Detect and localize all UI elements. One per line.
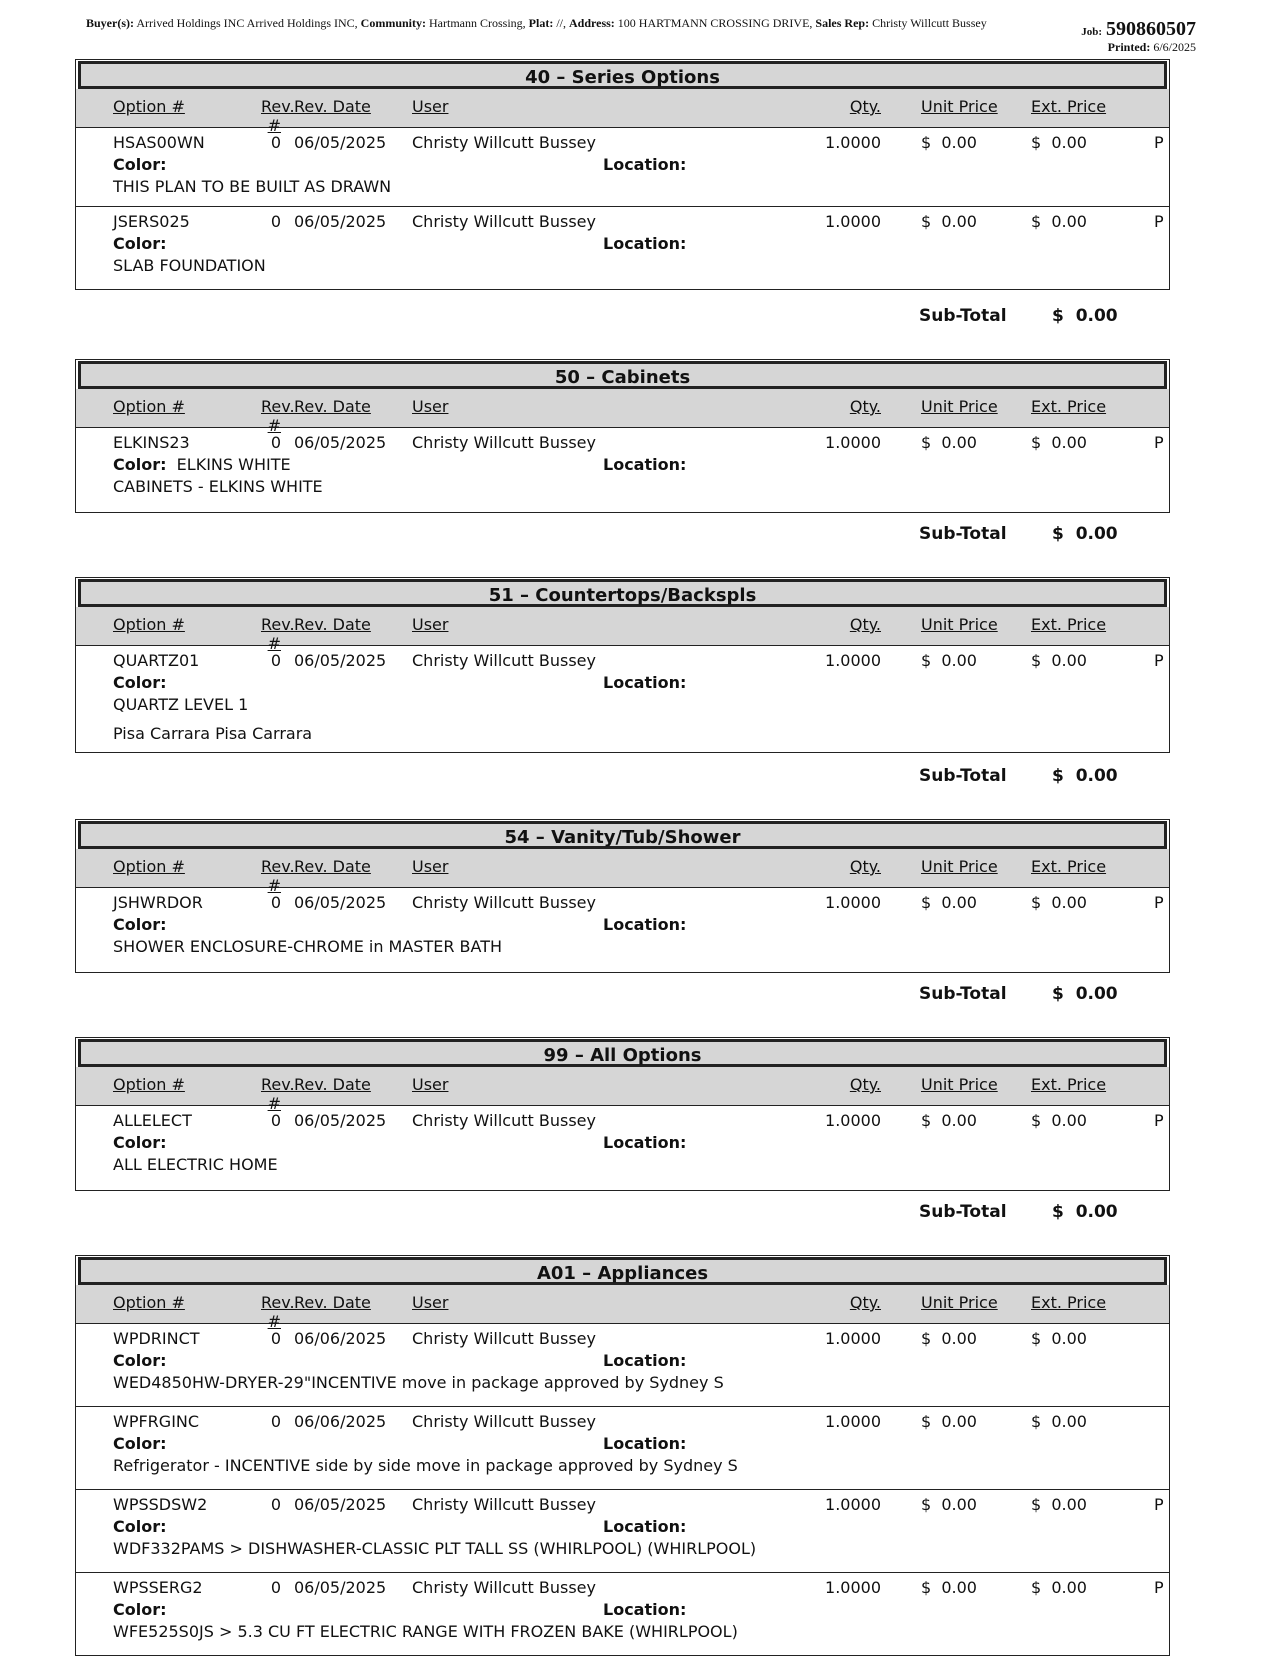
section-title: 51 – Countertops/Backspls: [78, 579, 1167, 607]
col-rev-header: Rev. #: [261, 857, 295, 895]
color-field: [113, 673, 167, 692]
currency-symbol: $: [1031, 1578, 1042, 1597]
color-label: Color:: [113, 1434, 167, 1453]
option-row: [76, 428, 1169, 512]
rev-number: 0: [270, 1412, 281, 1431]
subtotal-row: [75, 1198, 1170, 1228]
color-label: Color:: [113, 673, 167, 692]
currency-symbol: $: [1031, 1111, 1042, 1130]
ext-price-value: 0.00: [1051, 212, 1087, 231]
location-label: Location:: [603, 155, 687, 174]
section-table: [75, 577, 1170, 753]
subtotal-value: [1052, 1202, 1118, 1222]
job-number: 590860507: [1106, 18, 1196, 40]
unit-price: [921, 212, 977, 231]
ext-price: [1031, 1111, 1087, 1130]
option-number: WPDRINCT: [113, 1329, 200, 1348]
rev-date: 06/05/2025: [294, 1578, 387, 1597]
rev-date: 06/05/2025: [294, 1495, 387, 1514]
location-label: Location:: [603, 1600, 687, 1619]
community-value: Hartmann Crossing,: [429, 16, 526, 30]
unit-price-value: 0.00: [941, 1329, 977, 1348]
col-user-header: User: [412, 1075, 449, 1094]
quantity: 1.0000: [825, 893, 881, 912]
ext-price: [1031, 1495, 1087, 1514]
column-header-row: [76, 1067, 1169, 1113]
location-label: Location:: [603, 673, 687, 692]
rev-number: 0: [270, 1578, 281, 1597]
col-ext-price-header: Ext. Price: [1031, 397, 1107, 416]
location-label: Location:: [603, 1434, 687, 1453]
subtotal-row: [75, 980, 1170, 1010]
option-section: [75, 819, 1170, 973]
address-value: 100 HARTMANN CROSSING DRIVE,: [617, 16, 813, 30]
col-qty-header: Qty.: [849, 1293, 881, 1312]
option-description: WFE525S0JS > 5.3 CU FT ELECTRIC RANGE WITH FROZEN BAKE (WHIRLPOOL): [113, 1622, 738, 1641]
ext-price: [1031, 893, 1087, 912]
status-flag: P: [1154, 1578, 1164, 1597]
col-user-header: User: [412, 857, 449, 876]
subtotal-value: [1052, 524, 1118, 544]
header-info: [86, 16, 1016, 30]
buyer-label: Buyer(s):: [86, 16, 134, 30]
col-option-header: Option #: [113, 615, 185, 634]
color-field: [113, 1517, 167, 1536]
location-label: Location:: [603, 1517, 687, 1536]
unit-price: [921, 1329, 977, 1348]
location-label: Location:: [603, 234, 687, 253]
section-table: [75, 1255, 1170, 1656]
quantity: 1.0000: [825, 1578, 881, 1597]
rev-date: 06/06/2025: [294, 1329, 387, 1348]
quantity: 1.0000: [825, 1329, 881, 1348]
community-label: Community:: [360, 16, 427, 30]
option-row: [76, 1106, 1169, 1190]
unit-price-value: 0.00: [941, 1495, 977, 1514]
column-header-row: [76, 607, 1169, 653]
job-label: Job:: [1081, 26, 1102, 38]
option-row: [76, 206, 1169, 289]
user-name: Christy Willcutt Bussey: [412, 893, 596, 912]
unit-price-value: 0.00: [941, 1412, 977, 1431]
option-number: ELKINS23: [113, 433, 190, 452]
option-description: WED4850HW-DRYER-29"INCENTIVE move in package approved by Sydney S: [113, 1373, 724, 1392]
plat-label: Plat:: [528, 16, 554, 30]
location-label: Location:: [603, 915, 687, 934]
col-unit-price-header: Unit Price: [921, 857, 998, 876]
subtotal-value: [1052, 766, 1118, 786]
rev-date: 06/05/2025: [294, 433, 387, 452]
color-field: [113, 1600, 167, 1619]
col-rev-header: Rev. #: [261, 1293, 295, 1331]
option-row: [76, 1406, 1169, 1489]
col-rev-header: Rev. #: [261, 1075, 295, 1113]
currency-symbol: $: [1031, 651, 1042, 670]
currency-symbol: $: [921, 1578, 932, 1597]
location-label: Location:: [603, 1133, 687, 1152]
status-flag: P: [1154, 651, 1164, 670]
currency-symbol: $: [1031, 433, 1042, 452]
currency-symbol: $: [921, 651, 932, 670]
unit-price: [921, 133, 977, 152]
unit-price-value: 0.00: [941, 1578, 977, 1597]
currency-symbol: $: [1052, 984, 1064, 1004]
col-ext-price-header: Ext. Price: [1031, 97, 1107, 116]
section-title: A01 – Appliances: [78, 1257, 1167, 1285]
option-row: [76, 888, 1169, 972]
column-header-row: [76, 389, 1169, 435]
currency-symbol: $: [921, 212, 932, 231]
currency-symbol: $: [921, 893, 932, 912]
status-flag: P: [1154, 433, 1164, 452]
ext-price: [1031, 1578, 1087, 1597]
color-field: [113, 1351, 167, 1370]
col-option-header: Option #: [113, 397, 185, 416]
user-name: Christy Willcutt Bussey: [412, 1111, 596, 1130]
section-title: 40 – Series Options: [78, 61, 1167, 89]
option-section: [75, 577, 1170, 753]
subtotal-label: Sub-Total: [919, 524, 1007, 544]
col-rev-header: Rev. #: [261, 615, 295, 653]
column-header-row: [76, 89, 1169, 135]
ext-price: [1031, 133, 1087, 152]
ext-price-value: 0.00: [1051, 1329, 1087, 1348]
option-section: [75, 59, 1170, 290]
color-label: Color:: [113, 1351, 167, 1370]
ext-price: [1031, 1329, 1087, 1348]
option-number: JSERS025: [113, 212, 190, 231]
option-number: JSHWRDOR: [113, 893, 203, 912]
section-table: [75, 359, 1170, 513]
subtotal-amount: 0.00: [1075, 1202, 1118, 1222]
rev-number: 0: [270, 651, 281, 670]
color-field: [113, 455, 291, 474]
color-label: Color:: [113, 1600, 167, 1619]
quantity: 1.0000: [825, 1495, 881, 1514]
option-number: WPSSDSW2: [113, 1495, 208, 1514]
rev-date: 06/05/2025: [294, 133, 387, 152]
col-qty-header: Qty.: [849, 97, 881, 116]
unit-price-value: 0.00: [941, 133, 977, 152]
currency-symbol: $: [1052, 1202, 1064, 1222]
unit-price: [921, 1495, 977, 1514]
rev-number: 0: [270, 1329, 281, 1348]
col-option-header: Option #: [113, 1075, 185, 1094]
option-description: Refrigerator - INCENTIVE side by side move in package approved by Sydney S: [113, 1456, 738, 1475]
section-table: [75, 1037, 1170, 1191]
printed-label: Printed:: [1107, 40, 1151, 54]
column-header-row: [76, 849, 1169, 895]
subtotal-row: [75, 302, 1170, 332]
currency-symbol: $: [1052, 306, 1064, 326]
col-ext-price-header: Ext. Price: [1031, 1075, 1107, 1094]
col-unit-price-header: Unit Price: [921, 97, 998, 116]
currency-symbol: $: [921, 1329, 932, 1348]
currency-symbol: $: [921, 133, 932, 152]
option-description: ALL ELECTRIC HOME: [113, 1155, 278, 1174]
col-qty-header: Qty.: [849, 857, 881, 876]
subtotal-label: Sub-Total: [919, 306, 1007, 326]
section-items: [76, 428, 1169, 512]
currency-symbol: $: [921, 1412, 932, 1431]
rev-date: 06/06/2025: [294, 1412, 387, 1431]
col-rev-header: Rev. #: [261, 397, 295, 435]
col-user-header: User: [412, 97, 449, 116]
ext-price: [1031, 651, 1087, 670]
user-name: Christy Willcutt Bussey: [412, 1578, 596, 1597]
col-option-header: Option #: [113, 857, 185, 876]
quantity: 1.0000: [825, 651, 881, 670]
option-description: WDF332PAMS > DISHWASHER-CLASSIC PLT TALL SS (WHIRLPOOL) (WHIRLPOOL): [113, 1539, 757, 1558]
user-name: Christy Willcutt Bussey: [412, 1412, 596, 1431]
col-rev-date-header: Rev. Date: [294, 1293, 371, 1312]
quantity: 1.0000: [825, 1111, 881, 1130]
unit-price: [921, 893, 977, 912]
option-row: [76, 1489, 1169, 1572]
subtotal-amount: 0.00: [1075, 984, 1118, 1004]
col-user-header: User: [412, 615, 449, 634]
ext-price-value: 0.00: [1051, 1111, 1087, 1130]
currency-symbol: $: [1052, 524, 1064, 544]
currency-symbol: $: [1031, 1495, 1042, 1514]
rev-number: 0: [270, 133, 281, 152]
color-label: Color:: [113, 234, 167, 253]
color-field: [113, 234, 167, 253]
unit-price-value: 0.00: [941, 893, 977, 912]
currency-symbol: $: [921, 433, 932, 452]
buyer-value: Arrived Holdings INC Arrived Holdings INC,: [136, 16, 358, 30]
option-number: HSAS00WN: [113, 133, 205, 152]
ext-price-value: 0.00: [1051, 1495, 1087, 1514]
section-table: [75, 59, 1170, 290]
unit-price: [921, 1412, 977, 1431]
option-description: SHOWER ENCLOSURE-CHROME in MASTER BATH: [113, 937, 503, 956]
location-label: Location:: [603, 1351, 687, 1370]
subtotal-row: [75, 520, 1170, 550]
col-unit-price-header: Unit Price: [921, 615, 998, 634]
section-items: [76, 128, 1169, 289]
ext-price-value: 0.00: [1051, 433, 1087, 452]
rev-number: 0: [270, 212, 281, 231]
ext-price-value: 0.00: [1051, 1578, 1087, 1597]
option-number: QUARTZ01: [113, 651, 200, 670]
currency-symbol: $: [1031, 1329, 1042, 1348]
ext-price-value: 0.00: [1051, 651, 1087, 670]
option-number: WPFRGINC: [113, 1412, 200, 1431]
option-number: WPSSERG2: [113, 1578, 203, 1597]
color-label: Color:: [113, 1517, 167, 1536]
plat-value: //,: [556, 16, 566, 30]
col-qty-header: Qty.: [849, 1075, 881, 1094]
option-description: QUARTZ LEVEL 1: [113, 695, 249, 714]
ext-price: [1031, 212, 1087, 231]
document-header: [86, 16, 1196, 58]
currency-symbol: $: [1052, 766, 1064, 786]
col-qty-header: Qty.: [849, 397, 881, 416]
col-rev-date-header: Rev. Date: [294, 97, 371, 116]
currency-symbol: $: [1031, 212, 1042, 231]
currency-symbol: $: [1031, 133, 1042, 152]
user-name: Christy Willcutt Bussey: [412, 133, 596, 152]
quantity: 1.0000: [825, 212, 881, 231]
section-title: 99 – All Options: [78, 1039, 1167, 1067]
printed-date: 6/6/2025: [1153, 40, 1196, 54]
unit-price: [921, 651, 977, 670]
unit-price-value: 0.00: [941, 1111, 977, 1130]
option-description: THIS PLAN TO BE BUILT AS DRAWN: [113, 177, 392, 196]
col-option-header: Option #: [113, 1293, 185, 1312]
color-value: ELKINS WHITE: [176, 455, 291, 474]
subtotal-amount: 0.00: [1075, 524, 1118, 544]
sales-rep-label: Sales Rep:: [815, 16, 870, 30]
col-qty-header: Qty.: [849, 615, 881, 634]
option-row: [76, 646, 1169, 752]
column-header-row: [76, 1285, 1169, 1331]
status-flag: P: [1154, 893, 1164, 912]
unit-price: [921, 433, 977, 452]
currency-symbol: $: [1031, 893, 1042, 912]
col-unit-price-header: Unit Price: [921, 397, 998, 416]
option-section: [75, 359, 1170, 513]
subtotal-value: [1052, 984, 1118, 1004]
job-block: [1081, 18, 1196, 54]
color-field: [113, 155, 167, 174]
section-items: [76, 1324, 1169, 1655]
subtotal-label: Sub-Total: [919, 766, 1007, 786]
user-name: Christy Willcutt Bussey: [412, 212, 596, 231]
unit-price-value: 0.00: [941, 212, 977, 231]
color-field: [113, 1133, 167, 1152]
color-label: Color:: [113, 455, 167, 474]
col-rev-header: Rev. #: [261, 97, 295, 135]
option-note: Pisa Carrara Pisa Carrara: [113, 724, 313, 743]
rev-date: 06/05/2025: [294, 893, 387, 912]
option-description: CABINETS - ELKINS WHITE: [113, 477, 323, 496]
ext-price: [1031, 1412, 1087, 1431]
status-flag: P: [1154, 1111, 1164, 1130]
unit-price-value: 0.00: [941, 651, 977, 670]
status-flag: P: [1154, 1495, 1164, 1514]
section-items: [76, 888, 1169, 972]
subtotal-row: [75, 762, 1170, 792]
quantity: 1.0000: [825, 433, 881, 452]
col-rev-date-header: Rev. Date: [294, 1075, 371, 1094]
location-label: Location:: [603, 455, 687, 474]
ext-price: [1031, 433, 1087, 452]
col-ext-price-header: Ext. Price: [1031, 1293, 1107, 1312]
color-label: Color:: [113, 1133, 167, 1152]
option-row: [76, 1572, 1169, 1655]
option-number: ALLELECT: [113, 1111, 192, 1130]
unit-price: [921, 1578, 977, 1597]
subtotal-amount: 0.00: [1075, 766, 1118, 786]
rev-date: 06/05/2025: [294, 1111, 387, 1130]
status-flag: P: [1154, 133, 1164, 152]
sales-rep-value: Christy Willcutt Bussey: [872, 16, 987, 30]
user-name: Christy Willcutt Bussey: [412, 1329, 596, 1348]
rev-number: 0: [270, 1111, 281, 1130]
ext-price-value: 0.00: [1051, 133, 1087, 152]
rev-date: 06/05/2025: [294, 212, 387, 231]
col-rev-date-header: Rev. Date: [294, 397, 371, 416]
option-row: [76, 1324, 1169, 1406]
col-option-header: Option #: [113, 97, 185, 116]
quantity: 1.0000: [825, 133, 881, 152]
subtotal-label: Sub-Total: [919, 1202, 1007, 1222]
color-label: Color:: [113, 155, 167, 174]
user-name: Christy Willcutt Bussey: [412, 433, 596, 452]
color-field: [113, 915, 167, 934]
subtotal-amount: 0.00: [1075, 306, 1118, 326]
section-title: 50 – Cabinets: [78, 361, 1167, 389]
unit-price-value: 0.00: [941, 433, 977, 452]
col-ext-price-header: Ext. Price: [1031, 857, 1107, 876]
rev-number: 0: [270, 1495, 281, 1514]
quantity: 1.0000: [825, 1412, 881, 1431]
option-section: [75, 1037, 1170, 1191]
col-user-header: User: [412, 397, 449, 416]
option-section: [75, 1255, 1170, 1656]
currency-symbol: $: [1031, 1412, 1042, 1431]
section-items: [76, 646, 1169, 752]
option-row: [76, 128, 1169, 206]
user-name: Christy Willcutt Bussey: [412, 1495, 596, 1514]
section-items: [76, 1106, 1169, 1190]
color-label: Color:: [113, 915, 167, 934]
unit-price: [921, 1111, 977, 1130]
col-unit-price-header: Unit Price: [921, 1293, 998, 1312]
subtotal-label: Sub-Total: [919, 984, 1007, 1004]
ext-price-value: 0.00: [1051, 1412, 1087, 1431]
rev-number: 0: [270, 433, 281, 452]
option-description: SLAB FOUNDATION: [113, 256, 266, 275]
status-flag: P: [1154, 212, 1164, 231]
ext-price-value: 0.00: [1051, 893, 1087, 912]
subtotal-value: [1052, 306, 1118, 326]
address-label: Address:: [569, 16, 615, 30]
col-rev-date-header: Rev. Date: [294, 857, 371, 876]
col-rev-date-header: Rev. Date: [294, 615, 371, 634]
col-user-header: User: [412, 1293, 449, 1312]
currency-symbol: $: [921, 1111, 932, 1130]
col-unit-price-header: Unit Price: [921, 1075, 998, 1094]
currency-symbol: $: [921, 1495, 932, 1514]
rev-number: 0: [270, 893, 281, 912]
section-table: [75, 819, 1170, 973]
user-name: Christy Willcutt Bussey: [412, 651, 596, 670]
section-title: 54 – Vanity/Tub/Shower: [78, 821, 1167, 849]
col-ext-price-header: Ext. Price: [1031, 615, 1107, 634]
rev-date: 06/05/2025: [294, 651, 387, 670]
color-field: [113, 1434, 167, 1453]
